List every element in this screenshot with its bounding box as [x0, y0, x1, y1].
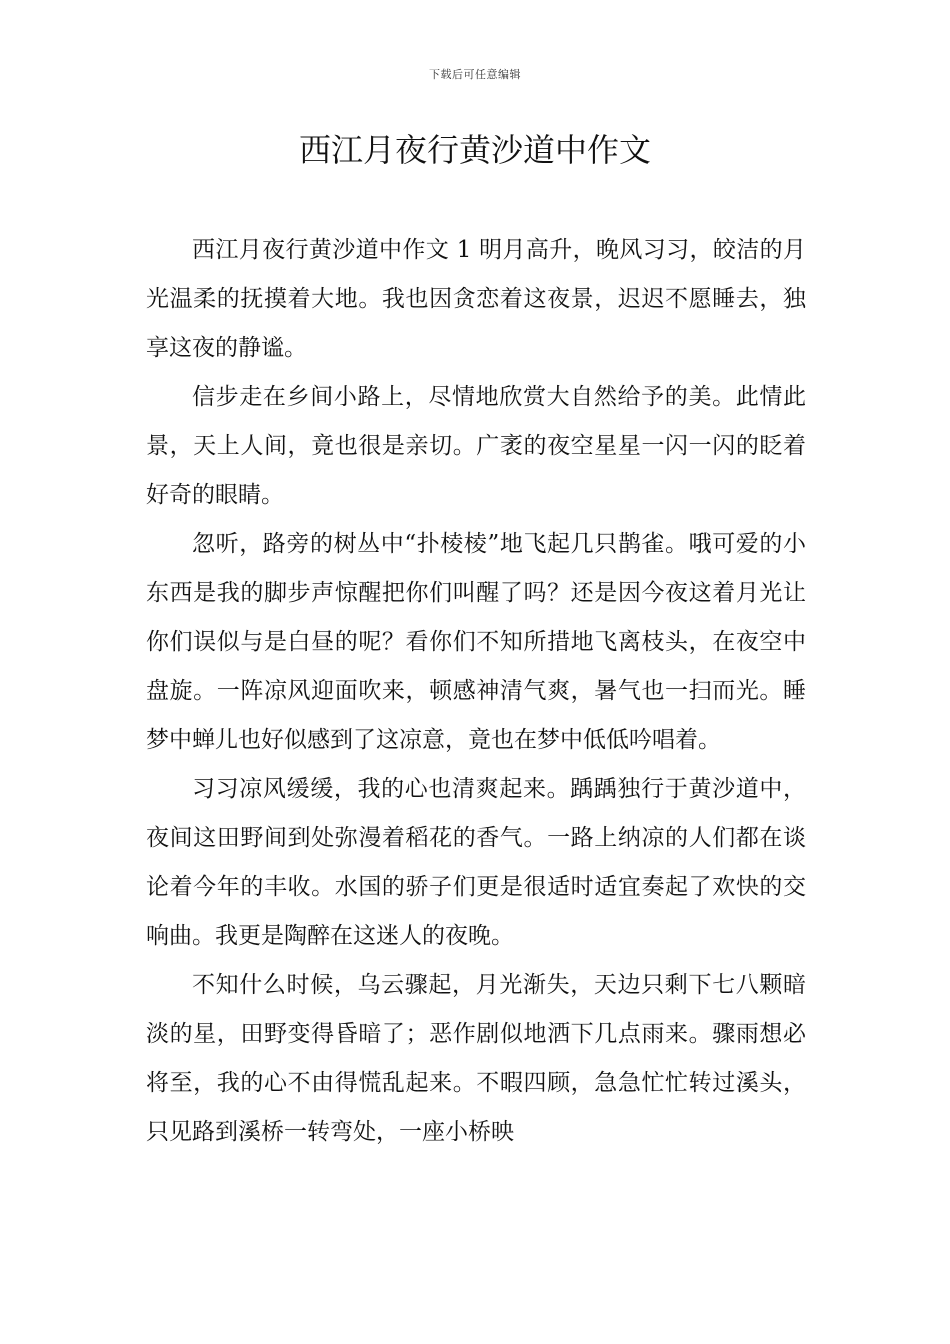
paragraph-4: 习习凉风缓缓，我的心也清爽起来。踽踽独行于黄沙道中，夜间这田野间到处弥漫着稻花的香气。一路上纳凉的人们都在谈论着今年的丰收。水国的骄子们更是很适时适宜奏起了欢快的交响曲。我更是陶醉在这迷人的夜晚。 [146, 776, 806, 949]
paragraph-2: 信步走在乡间小路上，尽情地欣赏大自然给予的美。此情此景，天上人间，竟也很是亲切。广袤的夜空星星一闪一闪的眨着好奇的眼睛。 [146, 384, 806, 508]
header-note: 下载后可任意编辑 [429, 68, 521, 81]
document-title: 西江月夜行黄沙道中作文 [298, 131, 651, 169]
paragraph-1: 西江月夜行黄沙道中作文 1 明月高升，晚风习习，皎洁的月光温柔的抚摸着大地。我也因贪恋着这夜景，迟迟不愿睡去，独享这夜的静谧。 [146, 237, 806, 361]
paragraph-5: 不知什么时候，乌云骤起，月光渐失，天边只剩下七八颗暗淡的星，田野变得昏暗了；恶作剧似地洒下几点雨来。骤雨想必将至，我的心不由得慌乱起来。不暇四顾，急急忙忙转过溪头，只见路到溪桥一转弯处，一座小桥映 [146, 972, 806, 1145]
paragraph-3: 忽听，路旁的树丛中“扑棱棱”地飞起几只鹊雀。哦可爱的小东西是我的脚步声惊醒把你们叫醒了吗？还是因今夜这着月光让你们误似与是白昼的呢？看你们不知所措地飞离枝头，在夜空中盘旋。一阵凉风迎面吹来，顿感神清气爽，暑气也一扫而光。睡梦中蝉儿也好似感到了这凉意，竟也在梦中低低吟唱着。 [146, 531, 806, 753]
document-body [146, 226, 806, 1157]
